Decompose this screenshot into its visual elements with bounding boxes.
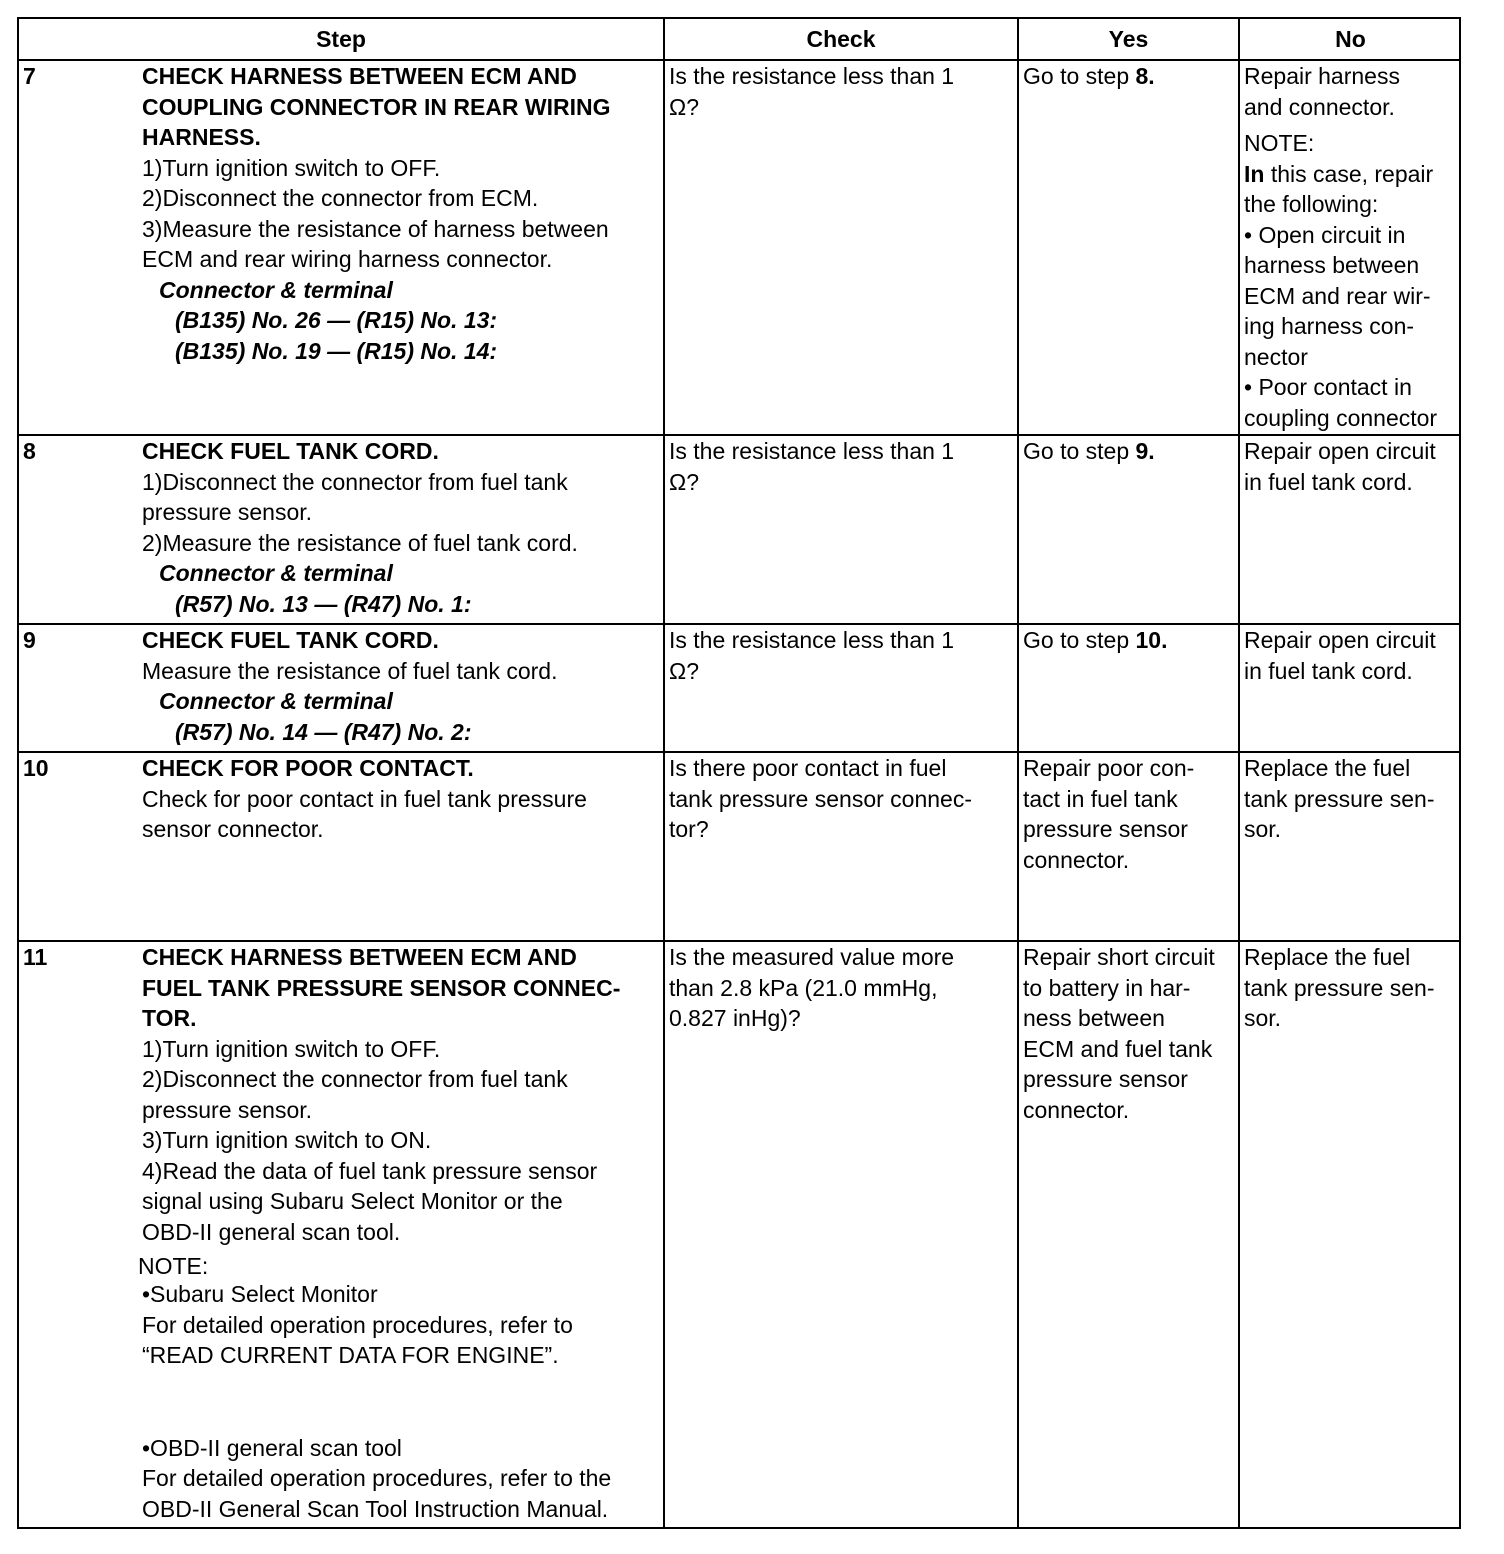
column-divider	[1238, 19, 1240, 1527]
step-number: 8	[23, 438, 36, 464]
yes-step-ref: 9.	[1135, 438, 1155, 464]
step-instruction: 2)Disconnect the connector from ECM.	[142, 185, 539, 211]
yes-action	[1023, 753, 1194, 875]
note-line: the following:	[1244, 191, 1379, 217]
no-line: Replace the fuel	[1244, 755, 1411, 781]
no-action	[1244, 942, 1434, 1034]
note-line: •OBD-II general scan tool	[142, 1434, 402, 1461]
check-line: Ω?	[669, 93, 699, 120]
step-description	[138, 942, 621, 1524]
check-question	[669, 61, 954, 122]
terminal-label: Connector & terminal	[159, 688, 393, 714]
no-line: Repair harness	[1244, 63, 1400, 89]
no-line: sor.	[1244, 816, 1282, 842]
yes-line: Repair short circuit	[1023, 944, 1215, 970]
column-divider	[1017, 19, 1019, 1527]
step-instruction: 2)Disconnect the connector from fuel tank	[142, 1066, 568, 1092]
header-no: No	[1335, 26, 1366, 52]
note-line: For detailed operation procedures, refer to the	[142, 1465, 612, 1491]
note-bullet: • Poor contact in	[1244, 374, 1412, 400]
step-instruction: 3)Turn ignition switch to ON.	[142, 1127, 432, 1153]
step-title: CHECK FOR POOR CONTACT.	[142, 755, 474, 781]
yes-line: to battery in har-	[1023, 974, 1191, 1001]
diagnostic-table	[17, 17, 1461, 1529]
yes-line: connector.	[1023, 846, 1130, 873]
yes-step-ref: 10.	[1135, 627, 1168, 653]
terminal-spec: (B135) No. 19 — (R15) No. 14:	[175, 337, 498, 364]
check-line: Is the resistance less than 1	[669, 438, 955, 464]
no-line: Repair open circuit	[1244, 627, 1436, 653]
check-line: Is the resistance less than 1	[669, 627, 955, 653]
no-action	[1244, 436, 1436, 497]
step-instruction: pressure sensor.	[142, 1096, 313, 1123]
no-line: and connector.	[1244, 93, 1395, 120]
no-action	[1244, 61, 1437, 433]
note-label: NOTE:	[1244, 130, 1315, 156]
check-line: Is there poor contact in fuel	[669, 755, 947, 781]
note-line: harness between	[1244, 252, 1420, 278]
check-line: tank pressure sensor connec-	[669, 785, 972, 812]
step-number: 9	[23, 627, 36, 653]
step-instruction: 3)Measure the resistance of harness between	[142, 215, 609, 242]
step-number: 10	[23, 755, 49, 781]
header-step: Step	[316, 26, 366, 52]
note-label: NOTE:	[138, 1253, 209, 1279]
step-title: HARNESS.	[142, 124, 261, 150]
step-title: CHECK FUEL TANK CORD.	[142, 438, 439, 464]
terminal-spec: (B135) No. 26 — (R15) No. 13:	[175, 307, 498, 333]
header-check: Check	[806, 26, 876, 52]
check-line: Ω?	[669, 657, 699, 684]
yes-text: Go to step	[1023, 627, 1136, 653]
step-title: TOR.	[142, 1005, 197, 1031]
terminal-spec: (R57) No. 13 — (R47) No. 1:	[175, 590, 472, 617]
step-instruction: 1)Turn ignition switch to OFF.	[142, 154, 441, 181]
yes-action	[1023, 61, 1155, 92]
yes-action	[1023, 942, 1215, 1125]
step-instruction: pressure sensor.	[142, 499, 313, 525]
yes-line: Repair poor con-	[1023, 755, 1195, 781]
check-line: Ω?	[669, 468, 699, 495]
step-instruction: signal using Subaru Select Monitor or the	[142, 1188, 563, 1214]
yes-text: Go to step	[1023, 63, 1136, 89]
terminal-label: Connector & terminal	[159, 276, 393, 303]
yes-line: pressure sensor	[1023, 1066, 1188, 1092]
check-question	[669, 436, 954, 497]
no-action	[1244, 625, 1436, 686]
note-line: “READ CURRENT DATA FOR ENGINE”.	[142, 1342, 559, 1368]
no-line: sor.	[1244, 1005, 1282, 1031]
step-title: CHECK FUEL TANK CORD.	[142, 627, 439, 653]
step-description	[142, 61, 611, 366]
step-number: 11	[23, 944, 48, 970]
note-lead: In	[1244, 160, 1265, 187]
no-line: in fuel tank cord.	[1244, 657, 1413, 684]
step-title: COUPLING CONNECTOR IN REAR WIRING	[142, 93, 611, 120]
step-instruction: sensor connector.	[142, 816, 324, 842]
step-instruction: 2)Measure the resistance of fuel tank cord.	[142, 529, 578, 556]
note-line: nector	[1244, 343, 1308, 370]
yes-line: pressure sensor	[1023, 816, 1188, 842]
yes-action	[1023, 625, 1168, 656]
step-title: CHECK HARNESS BETWEEN ECM AND	[142, 63, 577, 89]
step-instruction: 4)Read the data of fuel tank pressure sensor	[142, 1157, 598, 1184]
check-question	[669, 942, 954, 1034]
terminal-label: Connector & terminal	[159, 560, 393, 586]
note-line: For detailed operation procedures, refer to	[142, 1311, 573, 1338]
terminal-spec: (R57) No. 14 — (R47) No. 2:	[175, 718, 472, 745]
note-line: ECM and rear wir-	[1244, 282, 1431, 309]
check-line: tor?	[669, 816, 709, 842]
step-description	[142, 625, 558, 747]
no-line: in fuel tank cord.	[1244, 468, 1413, 495]
step-instruction: 1)Turn ignition switch to OFF.	[142, 1035, 441, 1062]
no-line: tank pressure sen-	[1244, 974, 1435, 1001]
no-action	[1244, 753, 1434, 845]
step-title: FUEL TANK PRESSURE SENSOR CONNEC-	[142, 974, 621, 1001]
no-line: tank pressure sen-	[1244, 785, 1435, 812]
yes-text: Go to step	[1023, 438, 1136, 464]
yes-line: tact in fuel tank	[1023, 785, 1178, 812]
step-description	[142, 436, 578, 619]
step-instruction: ECM and rear wiring harness connector.	[142, 246, 553, 272]
step-number: 7	[23, 63, 36, 89]
note-line: OBD-II General Scan Tool Instruction Manual.	[142, 1495, 609, 1522]
note-line: this case, repair	[1270, 160, 1434, 187]
step-instruction: Check for poor contact in fuel tank pressure	[142, 785, 587, 812]
yes-line: ECM and fuel tank	[1023, 1035, 1213, 1062]
check-question	[669, 753, 972, 845]
note-line: ing harness con-	[1244, 313, 1415, 339]
yes-action	[1023, 436, 1155, 467]
note-bullet: • Open circuit in	[1244, 221, 1406, 248]
column-divider	[663, 19, 665, 1527]
check-line: 0.827 inHg)?	[669, 1005, 801, 1031]
check-line: Is the measured value more	[669, 944, 955, 970]
check-line: than 2.8 kPa (21.0 mmHg,	[669, 974, 938, 1001]
header-yes: Yes	[1108, 26, 1149, 52]
no-line: Replace the fuel	[1244, 944, 1411, 970]
step-title: CHECK HARNESS BETWEEN ECM AND	[142, 944, 577, 970]
yes-line: ness between	[1023, 1005, 1165, 1031]
step-instruction: OBD-II general scan tool.	[142, 1218, 401, 1245]
step-instruction: 1)Disconnect the connector from fuel tank	[142, 468, 568, 495]
step-instruction: Measure the resistance of fuel tank cord.	[142, 657, 558, 684]
yes-step-ref: 8.	[1135, 63, 1155, 89]
yes-line: connector.	[1023, 1096, 1130, 1123]
check-line: Is the resistance less than 1	[669, 63, 955, 89]
no-line: Repair open circuit	[1244, 438, 1436, 464]
note-line: •Subaru Select Monitor	[142, 1281, 378, 1307]
note-line: coupling connector	[1244, 404, 1438, 431]
check-question	[669, 625, 954, 686]
step-description	[142, 753, 587, 845]
